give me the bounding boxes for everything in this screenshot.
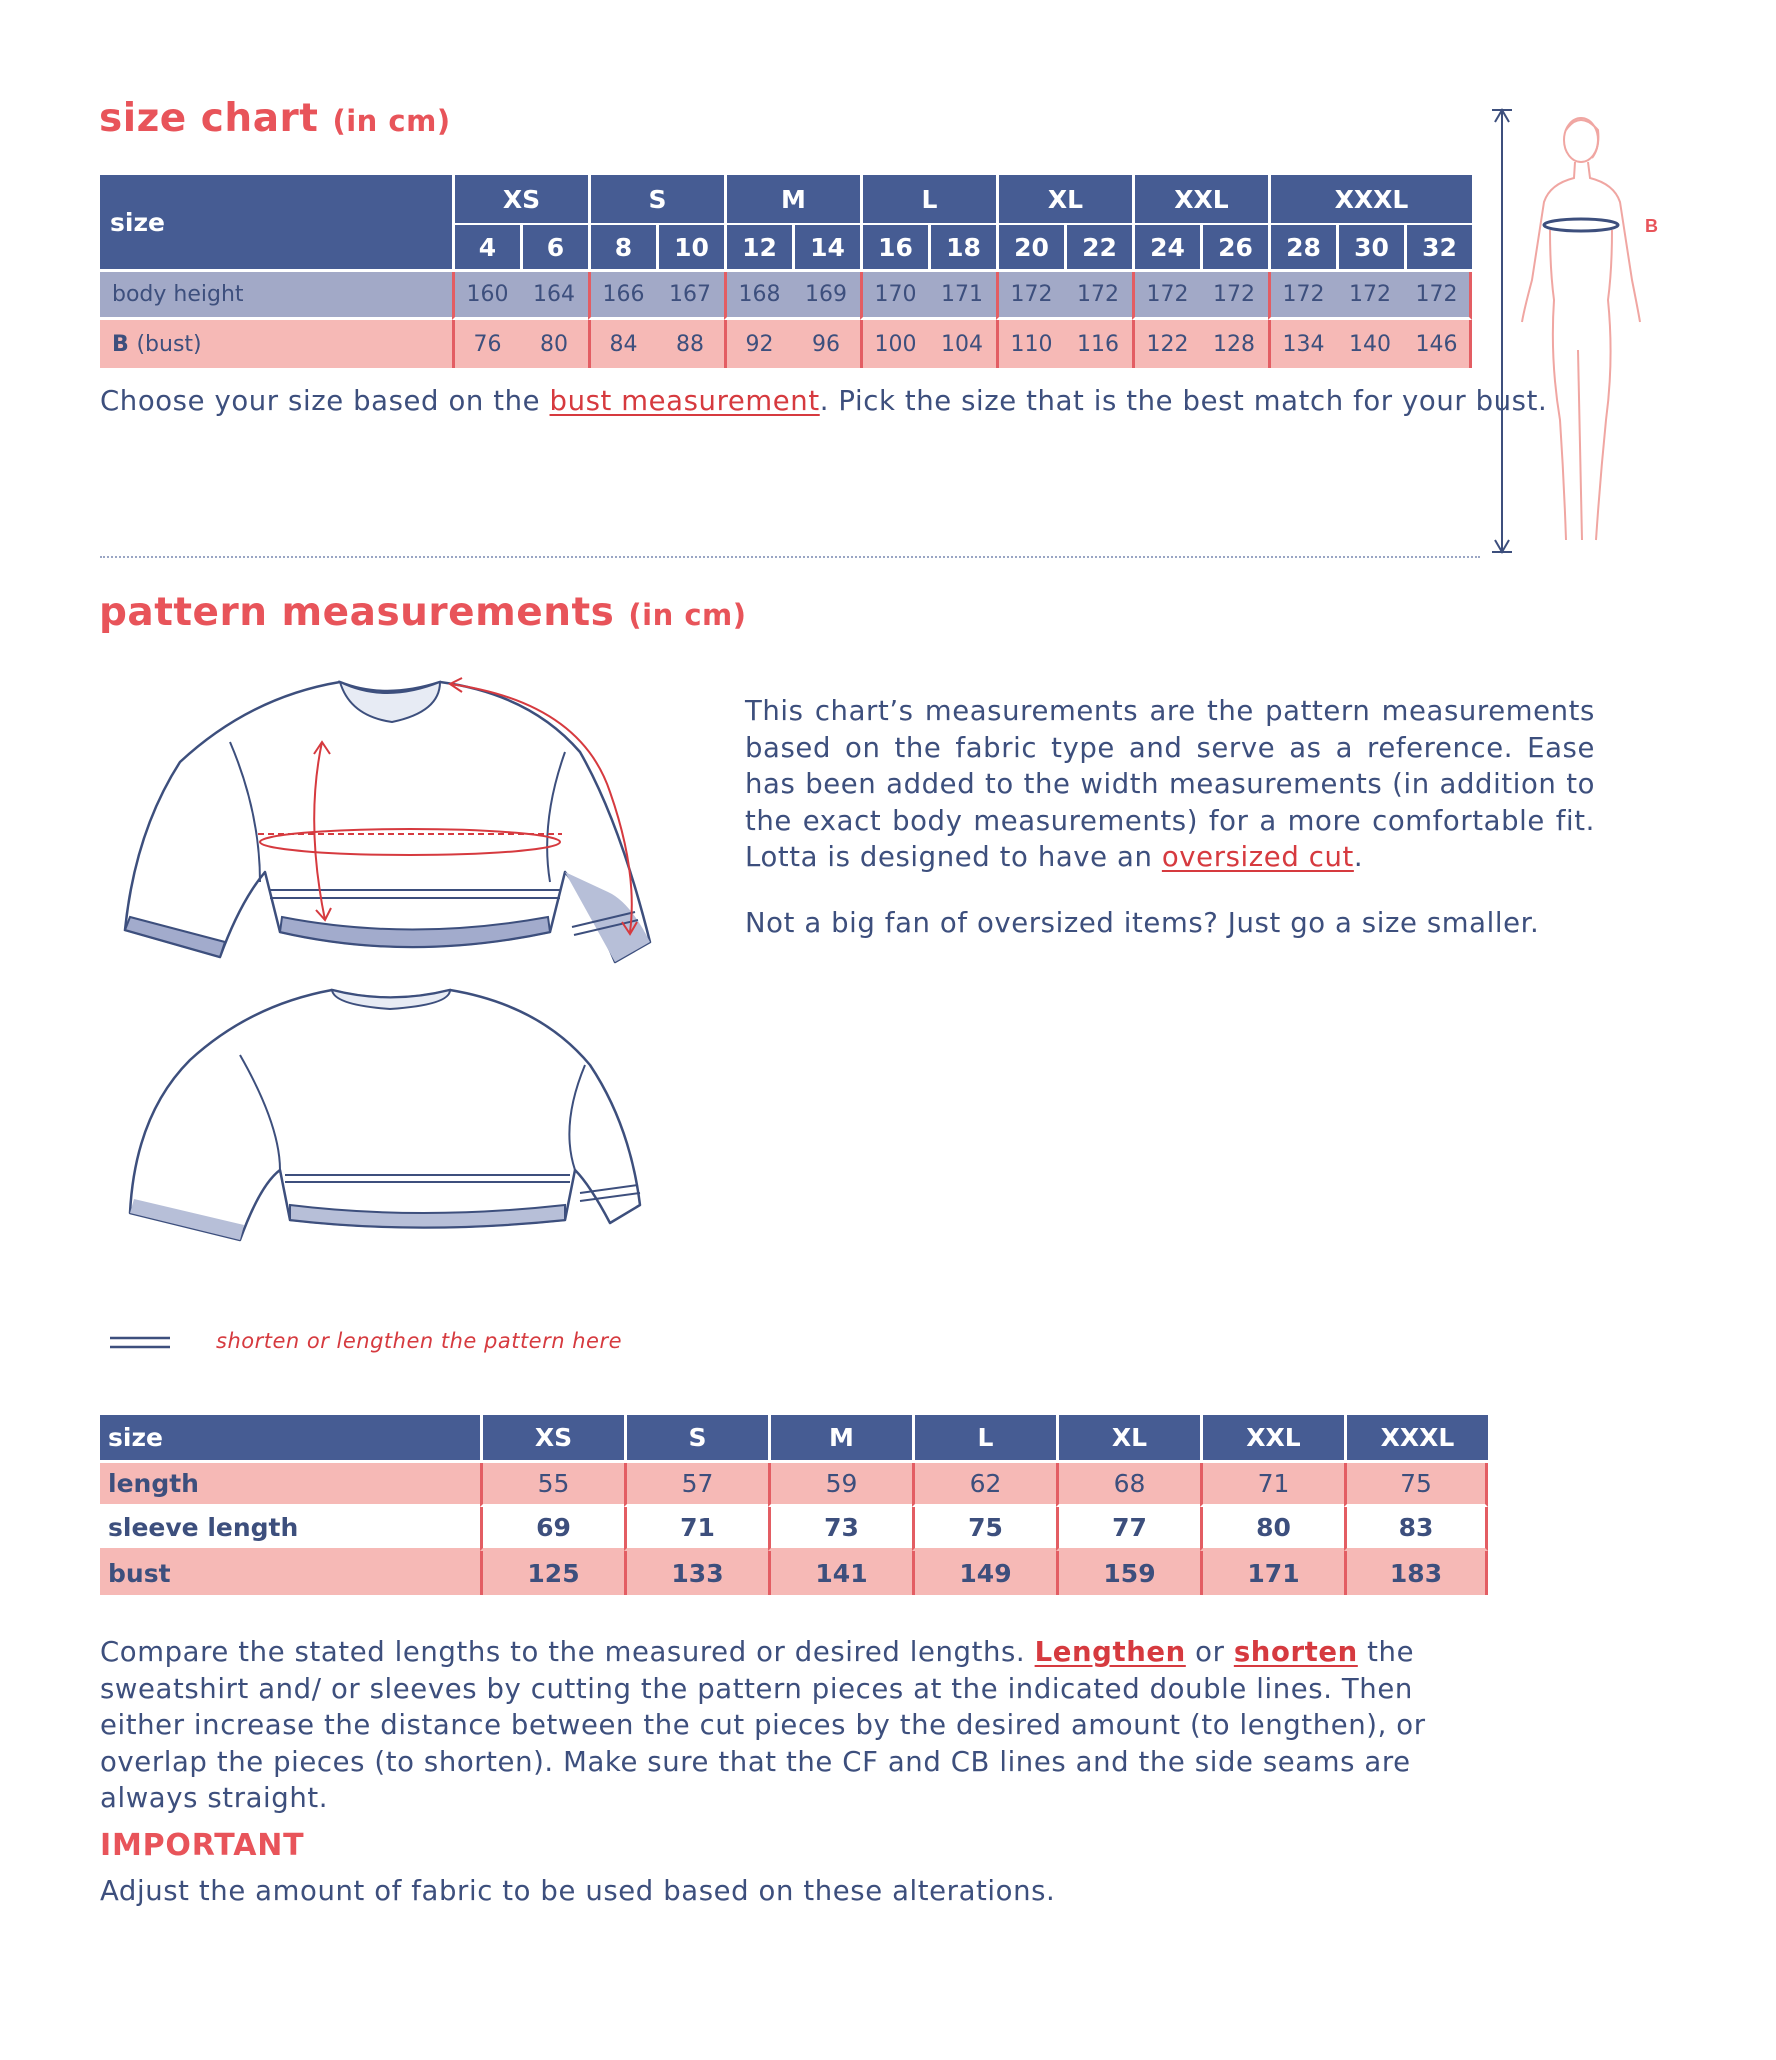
size-number: 22 xyxy=(1064,225,1132,272)
size-note-post: . Pick the size that is the best match for your bust. xyxy=(819,385,1548,417)
compare-paragraph xyxy=(100,1634,1500,1817)
sweatshirt-front-illustration xyxy=(110,672,670,972)
pattern-title xyxy=(99,590,747,635)
body-height-value: 164 xyxy=(520,272,588,320)
pattern-header-row xyxy=(100,1415,1488,1463)
bust-value: 140 xyxy=(1336,320,1404,368)
legend-text: shorten or lengthen the pattern here xyxy=(216,1329,622,1353)
compare-text-2: or xyxy=(1185,1636,1234,1668)
bust-value: 96 xyxy=(792,320,860,368)
double-line-icon xyxy=(108,1333,172,1353)
compare-text-1: Compare the stated lengths to the measured or desired lengths. xyxy=(100,1636,1035,1668)
height-arrow xyxy=(1492,110,1512,552)
bust-label-rest: (bust) xyxy=(136,331,202,357)
body-height-value: 172 xyxy=(1132,272,1200,320)
body-height-value: 172 xyxy=(996,272,1064,320)
section-divider xyxy=(100,556,1480,558)
body-height-value: 172 xyxy=(1268,272,1336,320)
size-number: 14 xyxy=(792,225,860,272)
pattern-bust-value: 141 xyxy=(768,1551,912,1595)
pattern-description-2: Not a big fan of oversized items? Just go a size smaller. xyxy=(745,907,1540,939)
sleeve-length-value: 69 xyxy=(480,1507,624,1551)
sleeve-length-label: sleeve length xyxy=(100,1507,480,1551)
body-height-value: 169 xyxy=(792,272,860,320)
body-height-label: body height xyxy=(100,272,452,320)
size-header-label: size xyxy=(100,175,452,272)
body-height-value: 172 xyxy=(1200,272,1268,320)
important-title: IMPORTANT xyxy=(100,1828,305,1863)
bust-b-label: B xyxy=(1645,216,1658,236)
bust-value: 104 xyxy=(928,320,996,368)
sleeve-length-value: 73 xyxy=(768,1507,912,1551)
sleeve-length-value: 75 xyxy=(912,1507,1056,1551)
sleeve-length-value: 71 xyxy=(624,1507,768,1551)
bust-value: 122 xyxy=(1132,320,1200,368)
pattern-size-l: L xyxy=(912,1415,1056,1463)
pattern-size-m: M xyxy=(768,1415,912,1463)
pattern-description xyxy=(745,693,1595,876)
size-number: 4 xyxy=(452,225,520,272)
bust-value: 100 xyxy=(860,320,928,368)
size-group-xs: XS xyxy=(452,175,588,225)
pattern-bust-value: 183 xyxy=(1344,1551,1488,1595)
woman-figure-icon xyxy=(1522,118,1640,540)
size-group-xxxl: XXXL xyxy=(1268,175,1472,225)
body-height-row xyxy=(100,272,1472,320)
body-height-value: 172 xyxy=(1336,272,1404,320)
length-value: 62 xyxy=(912,1463,1056,1507)
bust-value: 116 xyxy=(1064,320,1132,368)
bust-value: 92 xyxy=(724,320,792,368)
lengthen-link[interactable]: Lengthen xyxy=(1034,1636,1186,1668)
size-number: 30 xyxy=(1336,225,1404,272)
pattern-bust-value: 149 xyxy=(912,1551,1056,1595)
important-text: Adjust the amount of fabric to be used based on these alterations. xyxy=(100,1875,1056,1907)
body-height-value: 170 xyxy=(860,272,928,320)
size-group-m: M xyxy=(724,175,860,225)
pattern-bust-value: 125 xyxy=(480,1551,624,1595)
pattern-length-row xyxy=(100,1463,1488,1507)
body-height-value: 168 xyxy=(724,272,792,320)
oversized-cut-link[interactable]: oversized cut xyxy=(1161,841,1354,873)
pattern-bust-value: 159 xyxy=(1056,1551,1200,1595)
size-number: 26 xyxy=(1200,225,1268,272)
bust-value: 146 xyxy=(1404,320,1472,368)
size-group-xl: XL xyxy=(996,175,1132,225)
pattern-size-xs: XS xyxy=(480,1415,624,1463)
pattern-bust-value: 133 xyxy=(624,1551,768,1595)
pattern-size-xxxl: XXXL xyxy=(1344,1415,1488,1463)
size-number: 16 xyxy=(860,225,928,272)
bust-measurement-link[interactable]: bust measurement xyxy=(549,385,820,417)
size-number: 28 xyxy=(1268,225,1336,272)
bust-value: 110 xyxy=(996,320,1064,368)
size-number: 20 xyxy=(996,225,1064,272)
pattern-size-xxl: XXL xyxy=(1200,1415,1344,1463)
length-value: 71 xyxy=(1200,1463,1344,1507)
length-value: 57 xyxy=(624,1463,768,1507)
size-number: 6 xyxy=(520,225,588,272)
sleeve-length-value: 77 xyxy=(1056,1507,1200,1551)
pattern-sleeve-row xyxy=(100,1507,1488,1551)
size-chart-group-row xyxy=(100,175,1472,225)
pattern-table xyxy=(100,1415,1488,1595)
length-label: length xyxy=(100,1463,480,1507)
size-chart-title-text: size chart xyxy=(99,96,319,141)
size-group-s: S xyxy=(588,175,724,225)
pattern-size-xl: XL xyxy=(1056,1415,1200,1463)
size-group-l: L xyxy=(860,175,996,225)
size-number: 24 xyxy=(1132,225,1200,272)
pattern-desc-pre: This chart’s measurements are the pattern measurements based on the fabric type and serve as a reference. Ease has been added to the width measurements (in addition to the exact body measurements) for a more comfortable fit. Lotta is designed to have an xyxy=(745,695,1595,873)
body-height-value: 172 xyxy=(1404,272,1472,320)
body-height-value: 160 xyxy=(452,272,520,320)
size-number: 12 xyxy=(724,225,792,272)
bust-line xyxy=(1544,219,1618,231)
compare-text-3: the sweatshirt and/ or sleeves by cutting the pattern pieces at the indicated double lines. Then either increase the distance between the cut pieces by the desired amount (to lengthen), or overlap the pieces (to shorten). Make sure that the CF and CB lines and the side seams are always straight. xyxy=(100,1636,1426,1814)
size-group-xxl: XXL xyxy=(1132,175,1268,225)
bust-row xyxy=(100,320,1472,368)
pattern-unit: (in cm) xyxy=(628,598,747,632)
pattern-title-text: pattern measurements xyxy=(99,590,615,635)
size-number: 18 xyxy=(928,225,996,272)
body-height-value: 167 xyxy=(656,272,724,320)
size-chart-title xyxy=(99,96,451,141)
size-note xyxy=(100,383,1547,420)
bust-label-b: B xyxy=(112,331,129,357)
size-number: 8 xyxy=(588,225,656,272)
length-value: 68 xyxy=(1056,1463,1200,1507)
bust-value: 84 xyxy=(588,320,656,368)
length-value: 59 xyxy=(768,1463,912,1507)
bust-value: 88 xyxy=(656,320,724,368)
body-height-value: 172 xyxy=(1064,272,1132,320)
bust-value: 128 xyxy=(1200,320,1268,368)
size-chart-unit: (in cm) xyxy=(332,104,451,138)
body-figure-illustration xyxy=(1480,100,1660,560)
length-value: 55 xyxy=(480,1463,624,1507)
pattern-bust-value: 171 xyxy=(1200,1551,1344,1595)
sweatshirt-back-illustration xyxy=(120,985,660,1245)
sleeve-length-value: 80 xyxy=(1200,1507,1344,1551)
bust-value: 134 xyxy=(1268,320,1336,368)
size-chart-table xyxy=(100,175,1472,368)
size-note-pre: Choose your size based on the xyxy=(100,385,550,417)
shorten-link[interactable]: shorten xyxy=(1233,1636,1358,1668)
body-height-value: 171 xyxy=(928,272,996,320)
size-number: 32 xyxy=(1404,225,1472,272)
body-height-value: 166 xyxy=(588,272,656,320)
bust-value: 76 xyxy=(452,320,520,368)
pattern-size-s: S xyxy=(624,1415,768,1463)
pattern-bust-label: bust xyxy=(100,1551,480,1595)
size-number: 10 xyxy=(656,225,724,272)
length-value: 75 xyxy=(1344,1463,1488,1507)
pattern-desc-post: . xyxy=(1353,841,1364,873)
pattern-bust-row xyxy=(100,1551,1488,1595)
bust-value: 80 xyxy=(520,320,588,368)
sleeve-length-value: 83 xyxy=(1344,1507,1488,1551)
bust-label xyxy=(100,320,452,368)
pattern-size-label: size xyxy=(100,1415,480,1463)
